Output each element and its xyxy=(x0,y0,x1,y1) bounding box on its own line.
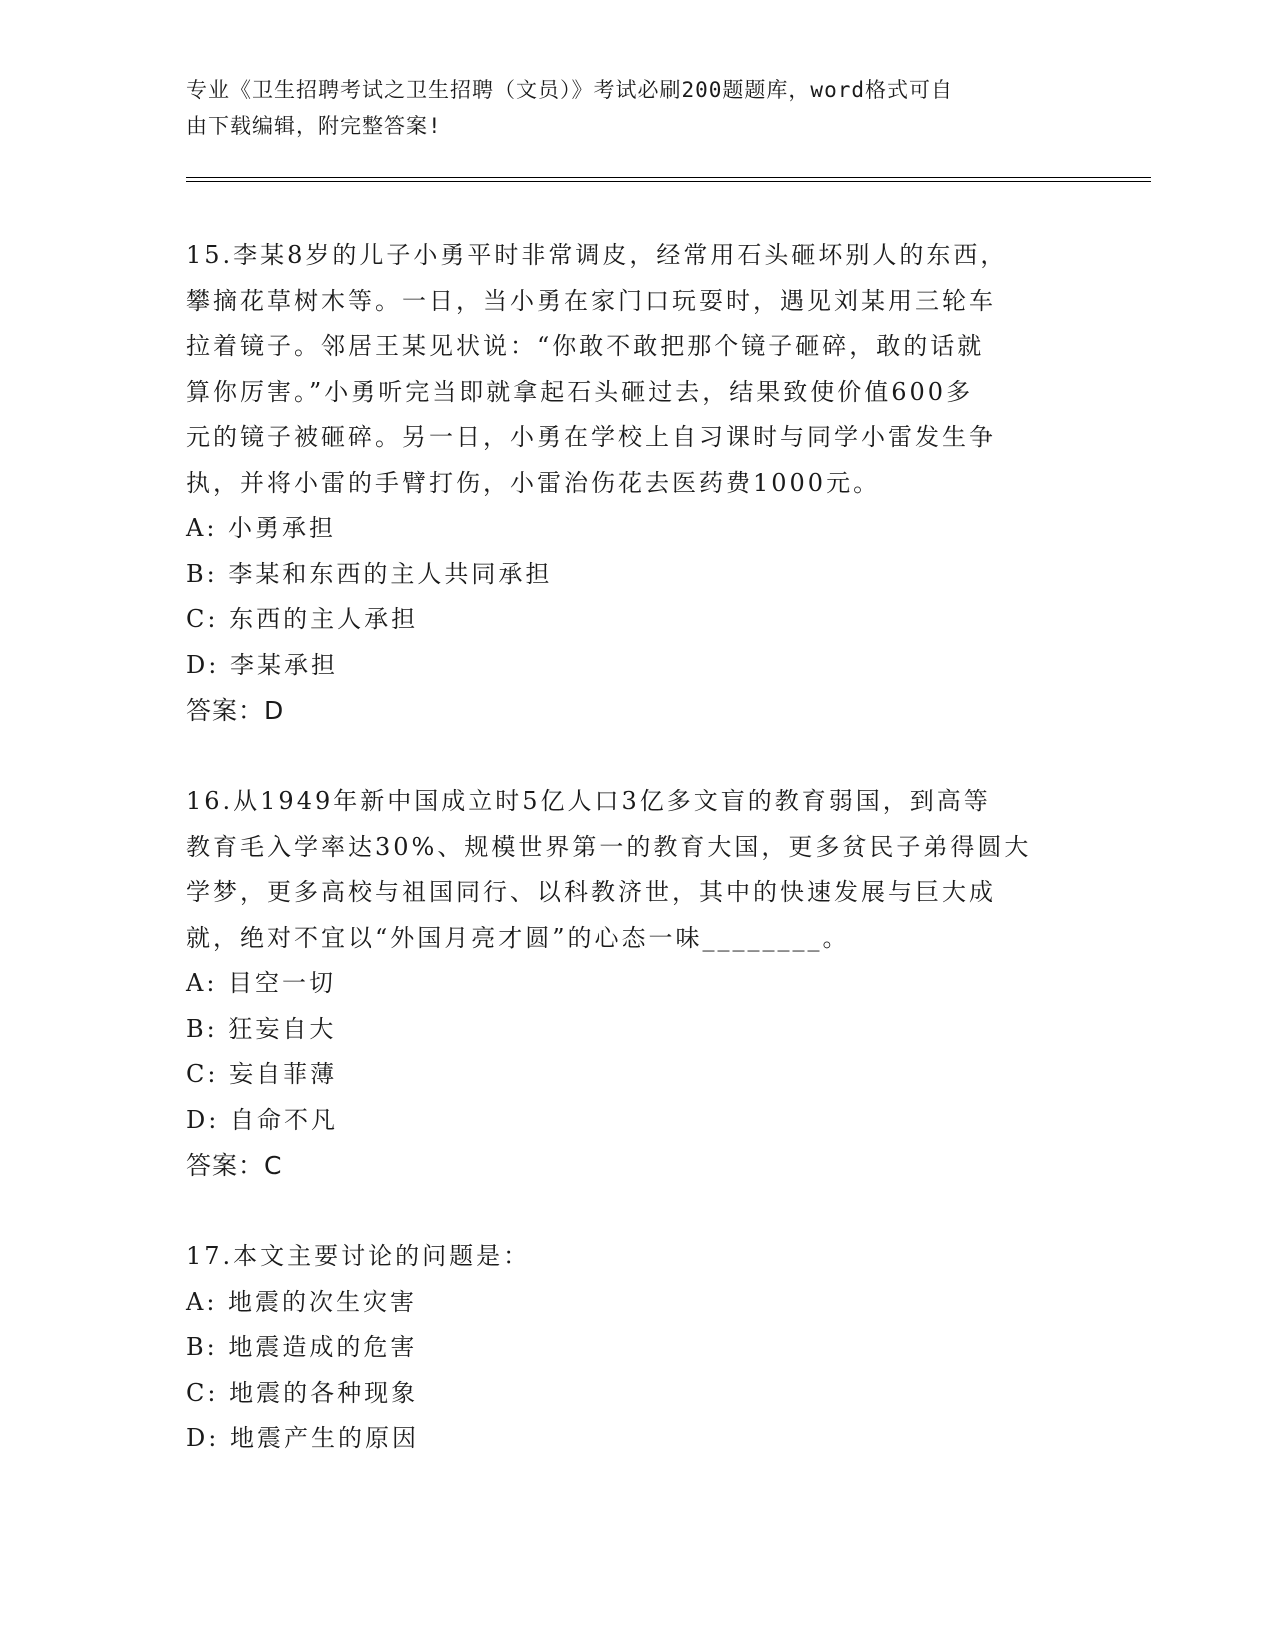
header-divider-top xyxy=(186,177,1151,178)
option-b: B: 狂妄自大 xyxy=(186,1014,337,1043)
option-d: D: 自命不凡 xyxy=(186,1105,338,1134)
stem-line: 执，并将小雷的手臂打伤，小雷治伤花去医药费1000元。 xyxy=(186,468,881,497)
option-d: D: 地震产生的原因 xyxy=(186,1424,419,1452)
stem-line: 元的镜子被砸碎。另一日，小勇在学校上自习课时与同学小雷发生争 xyxy=(186,423,996,451)
question-stem xyxy=(186,1234,1086,1280)
stem-line: 攀摘花草树木等。一日，当小勇在家门口玩耍时，遇见刘某用三轮车 xyxy=(186,286,996,315)
answer: 答案：C xyxy=(186,1151,283,1180)
question-17 xyxy=(186,1234,1086,1462)
question-stem xyxy=(186,779,1086,961)
option-a: A: 小勇承担 xyxy=(186,514,337,542)
question-16 xyxy=(186,779,1086,1189)
stem-line: 15.李某8岁的儿子小勇平时非常调皮，经常用石头砸坏别人的东西， xyxy=(186,241,1008,269)
document-header xyxy=(186,72,1086,144)
option-c: C: 妄自菲薄 xyxy=(186,1060,338,1088)
stem-line: 算你厉害。”小勇听完当即就拿起石头砸过去，结果致使价值600多 xyxy=(186,377,974,406)
option-a: A: 地震的次生灾害 xyxy=(186,1287,418,1316)
stem-line: 教育毛入学率达30%、规模世界第一的教育大国，更多贫民子弟得圆大 xyxy=(186,832,1032,861)
option-c: C: 地震的各种现象 xyxy=(186,1378,419,1407)
stem-line: 拉着镜子。邻居王某见状说：“你敢不敢把那个镜子砸碎，敢的话就 xyxy=(186,332,985,360)
stem-line: 17.本文主要讨论的问题是： xyxy=(186,1242,531,1270)
option-a: A: 目空一切 xyxy=(186,969,337,997)
answer: 答案：D xyxy=(186,696,285,725)
question-stem xyxy=(186,233,1086,506)
option-b: B: 地震造成的危害 xyxy=(186,1333,418,1361)
header-line-1: 专业《卫生招聘考试之卫生招聘（文员）》考试必刷200题题库，word格式可自 xyxy=(186,78,953,102)
stem-line: 就，绝对不宜以“外国月亮才圆”的心态一味________。 xyxy=(186,923,850,952)
option-b: B: 李某和东西的主人共同承担 xyxy=(186,559,553,588)
question-15 xyxy=(186,233,1086,734)
header-divider-bottom xyxy=(186,181,1151,182)
stem-line: 16.从1949年新中国成立时5亿人口3亿多文盲的教育弱国，到高等 xyxy=(186,787,991,815)
option-d: D: 李某承担 xyxy=(186,650,338,679)
stem-line: 学梦，更多高校与祖国同行、以科教济世，其中的快速发展与巨大成 xyxy=(186,878,996,906)
option-c: C: 东西的主人承担 xyxy=(186,605,419,633)
header-line-2: 由下载编辑，附完整答案! xyxy=(186,114,442,138)
